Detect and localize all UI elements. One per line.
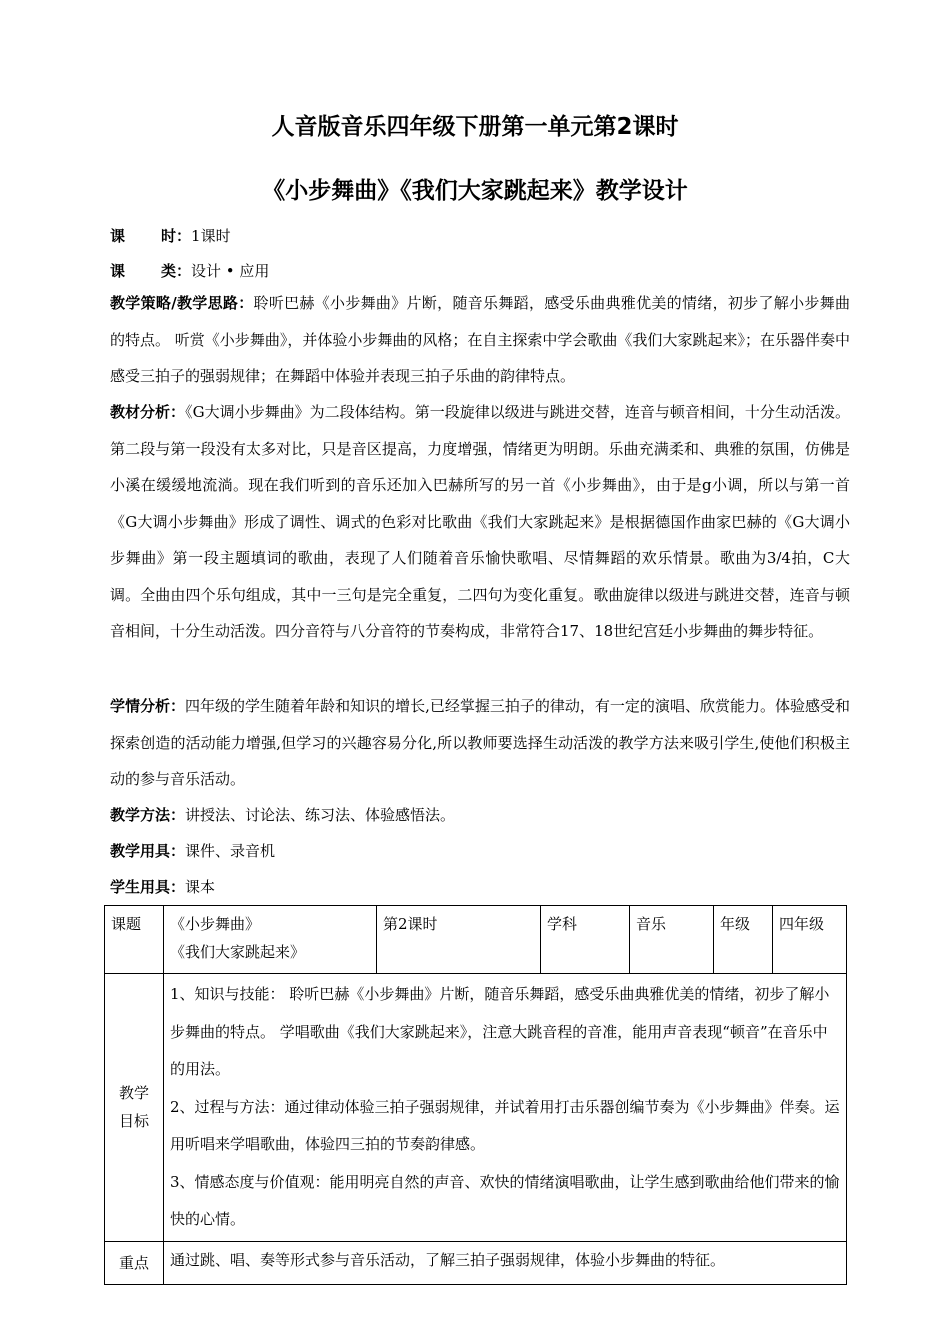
meta-period-label-a: 课 — [110, 227, 126, 245]
topic-value-1: 《小步舞曲》 — [170, 915, 261, 933]
meta-period-value: 1课时 — [191, 227, 231, 245]
goals-cell — [164, 974, 847, 1242]
section-student-tools-text: 课本 — [185, 878, 216, 896]
grade-label-cell: 年级 — [714, 906, 773, 974]
lesson-table — [104, 905, 847, 1285]
table-row — [105, 974, 847, 1242]
key-value-cell: 通过跳、唱、奏等形式参与音乐活动，了解三拍子强弱规律，体验小步舞曲的特征。 — [164, 1241, 847, 1284]
section-material-text: 《G大调小步舞曲》为二段体结构。第一段旋律以级进与跳进交替，连音与顿音相间，十分生动活泼。第二段与第一段没有太多对比，只是音区提高，力度增强，情绪更为明朗。乐曲充满柔和、典雅的氛围，仿佛是小溪在缓缓地流淌。现在我们听到的音乐还加入巴赫所写的另一首《小步舞曲》，由于是g小调，所以与第一首《G大调小步舞曲》形成了调性、调式的色彩对比歌曲《我们大家跳起来》是根据德国作曲家巴赫的《G大调小步舞曲》第一段主题填词的歌曲，表现了人们随着音乐愉快歌唱、尽情舞蹈的欢乐情景。歌曲为3/4拍，C大调。全曲由四个乐句组成，其中一三句是完全重复，二四句为变化重复。歌曲旋律以级进与跳进交替，连音与顿音相间，十分生动活泼。四分音符与八分音符的节奏构成，非常符合17、18世纪宫廷小步舞曲的舞步特征。 — [110, 403, 850, 640]
goals-label-1: 教学 — [118, 1084, 149, 1103]
table-row — [105, 1241, 847, 1284]
section-student-tools-label: 学生用具： — [110, 878, 186, 896]
section-method-text: 讲授法、讨论法、练习法、体验感悟法。 — [185, 806, 456, 824]
section-strategy-label: 教学策略/教学思路： — [110, 294, 254, 312]
section-student — [110, 688, 850, 798]
document-title: 人音版音乐四年级下册第一单元第2课时 — [271, 114, 679, 140]
goal-3: 3、情感态度与价值观：能用明亮自然的声音、欢快的情绪演唱歌曲，让学生感到歌曲给他们带来的愉快的心情。 — [170, 1172, 840, 1228]
meta-category-label-b: 类： — [161, 262, 192, 280]
section-method — [110, 797, 850, 834]
section-strategy — [110, 285, 850, 395]
section-student-text: 四年级的学生随着年龄和知识的增长,已经掌握三拍子的律动，有一定的演唱、欣赏能力。体验感受和探索创造的活动能力增强,但学习的兴趣容易分化,所以教师要选择生动活泼的教学方法来吸引学生,使他们积极主动的参与音乐活动。 — [110, 697, 850, 788]
section-material — [110, 394, 850, 650]
goal-1: 1、知识与技能： 聆听巴赫《小步舞曲》片断，随音乐舞蹈，感受乐曲典雅优美的情绪，初步了解小步舞曲的特点。 学唱歌曲《我们大家跳起来》，注意大跳音程的音准，能用声音表现“顿音”在音乐中的用法。 — [170, 985, 830, 1078]
goals-label-2: 目标 — [118, 1112, 149, 1131]
section-strategy-text: 聆听巴赫《小步舞曲》片断，随音乐舞蹈，感受乐曲典雅优美的情绪，初步了解小步舞曲的特点。 听赏《小步舞曲》，并体验小步舞曲的风格；在自主探索中学会歌曲《我们大家跳起来》；在乐器伴奏中感受三拍子的强弱规律；在舞蹈中体验并表现三拍子乐曲的韵律特点。 — [110, 294, 850, 385]
goal-2: 2、过程与方法：通过律动体验三拍子强弱规律，并试着用打击乐器创编节奏为《小步舞曲》伴奏。运用听唱来学唱歌曲，体验四三拍的节奏韵律感。 — [170, 1097, 840, 1153]
document-subtitle: 《小步舞曲》《我们大家跳起来》教学设计 — [262, 178, 688, 204]
section-student-tools — [110, 869, 850, 906]
subject-value-cell: 音乐 — [630, 906, 714, 974]
goals-label-cell — [105, 974, 164, 1242]
section-tools — [110, 833, 850, 870]
topic-label-cell: 课题 — [105, 906, 164, 974]
topic-value-cell — [164, 906, 377, 974]
section-student-label: 学情分析： — [110, 697, 186, 715]
key-label-cell: 重点 — [105, 1241, 164, 1284]
meta-period — [110, 226, 231, 246]
meta-period-label-b: 时： — [161, 227, 192, 245]
section-tools-text: 课件、录音机 — [185, 842, 276, 860]
grade-value-cell: 四年级 — [773, 906, 847, 974]
topic-value-2: 《我们大家跳起来》 — [170, 943, 306, 961]
section-tools-label: 教学用具： — [110, 842, 186, 860]
table-row — [105, 906, 847, 974]
meta-category — [110, 261, 269, 281]
period-cell: 第2课时 — [377, 906, 541, 974]
meta-category-value: 设计 • 应用 — [191, 262, 270, 280]
section-material-label: 教材分析： — [110, 403, 186, 421]
meta-category-label-a: 课 — [110, 262, 126, 280]
section-method-label: 教学方法： — [110, 806, 186, 824]
subject-label-cell: 学科 — [541, 906, 630, 974]
